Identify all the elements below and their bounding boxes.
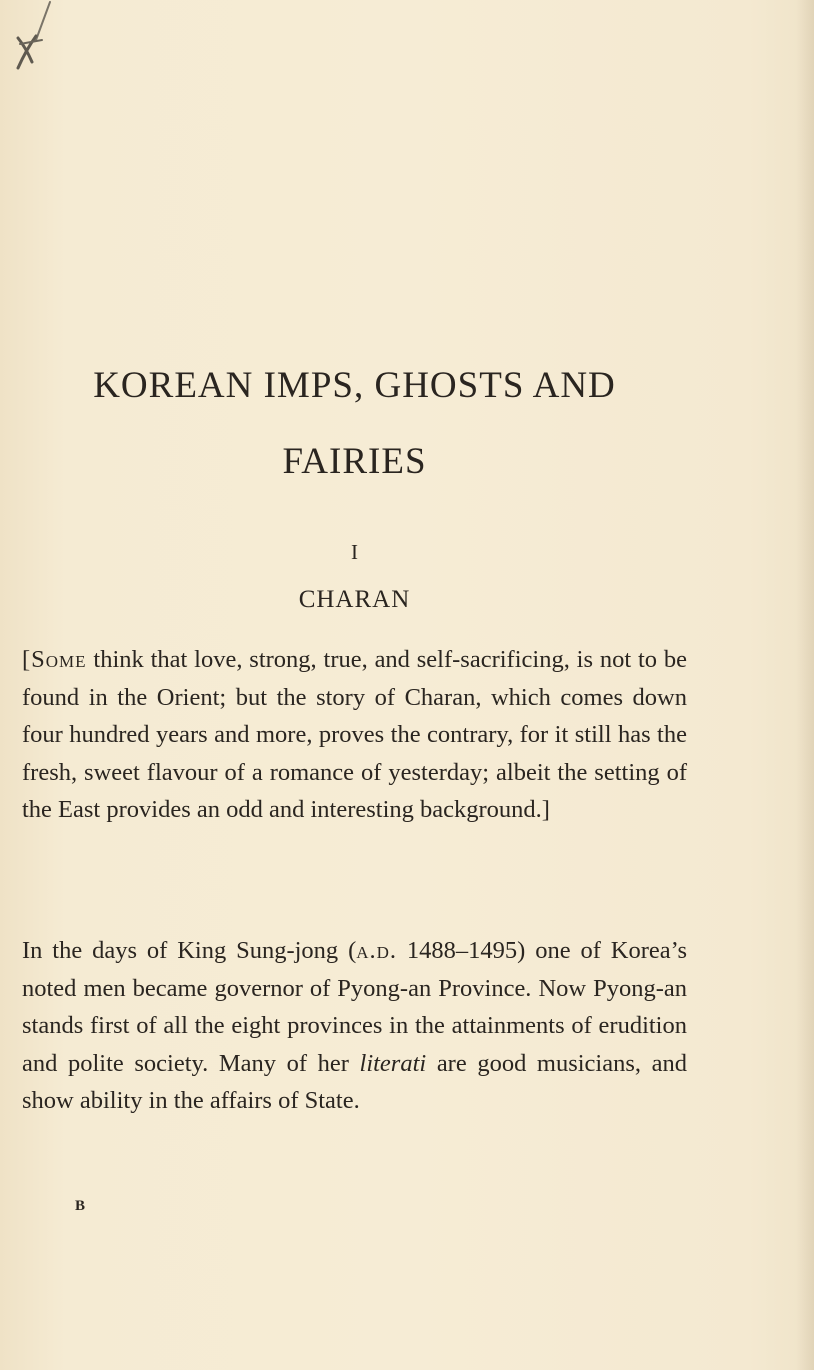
signature-mark: B xyxy=(75,1198,86,1214)
chapter-number: I xyxy=(351,540,358,564)
intro-text: think that love, strong, true, and self-sacrificing, is not to be found in the Orient; but the story of Charan, which comes down four hundred years and more, proves the contrary, for it still has the fresh, sweet flavour of a romance of yesterday; albeit the setting of the East provides an odd and interesting background.] xyxy=(22,646,687,824)
book-title: KOREAN IMPS, GHOSTS AND FAIRIES xyxy=(93,365,616,482)
body-text-3: are good musicians, and show ability in the affairs of State. xyxy=(22,1049,687,1115)
intro-paragraph xyxy=(22,641,687,829)
page-edge-shadow xyxy=(796,0,814,1370)
era-abbreviation: a.d. xyxy=(356,937,398,964)
literati-italic: literati xyxy=(359,1049,427,1077)
intro-lead-word: [Some xyxy=(22,646,87,673)
body-text-1: In the days of King Sung-jong ( xyxy=(22,937,357,964)
body-text-2: 1488–1495) one of Korea’s noted men became governor of Pyong-an Province. Now Pyong-an stands first of all the eight provinces in the attainments of erudition and polite society. Many of her xyxy=(22,937,687,1077)
pencil-check-mark-icon xyxy=(6,0,56,75)
chapter-title: CHARAN xyxy=(298,586,411,613)
body-paragraph xyxy=(22,932,687,1120)
